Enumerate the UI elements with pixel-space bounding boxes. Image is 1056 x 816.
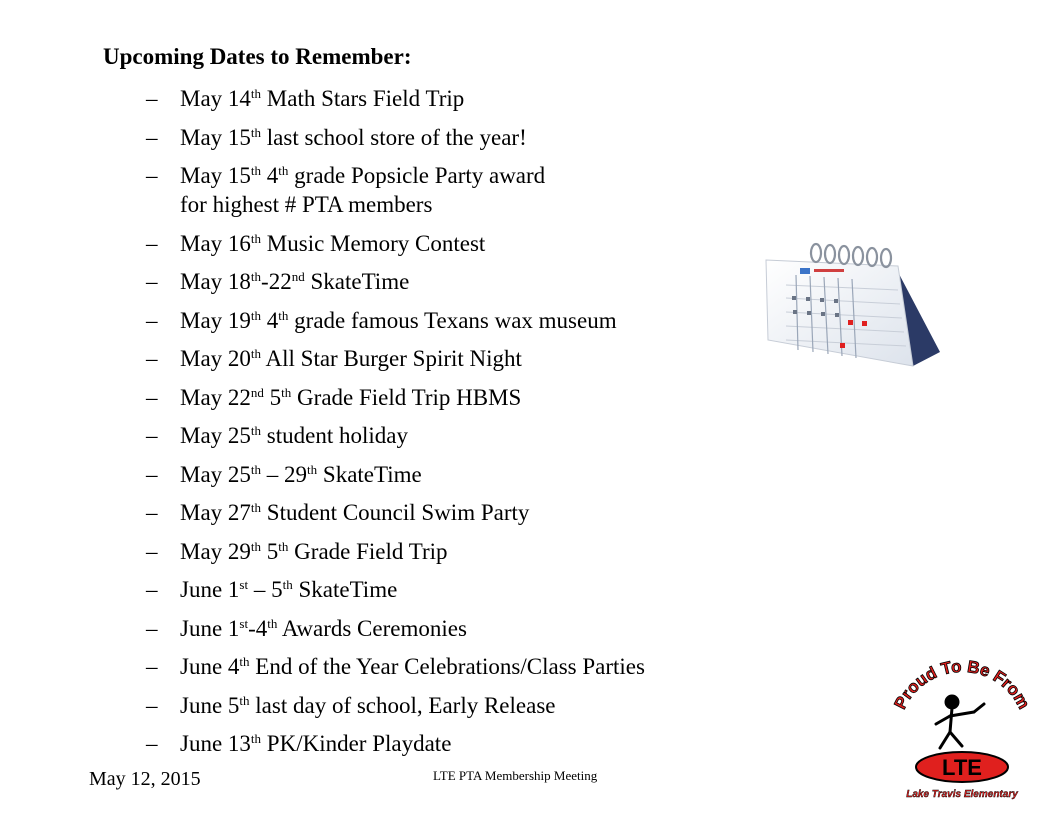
date-item-fragment: last day of school, Early Release	[249, 692, 556, 718]
ordinal-suffix: th	[250, 124, 262, 140]
date-item-fragment: 5	[263, 384, 282, 410]
ordinal-suffix: th	[282, 577, 293, 592]
date-item-fragment: May 18	[180, 269, 251, 294]
date-list-item	[146, 421, 786, 450]
ordinal-suffix: th	[278, 163, 289, 178]
date-item-fragment: -4	[248, 615, 268, 641]
ordinal-suffix: st	[239, 577, 249, 592]
slide-heading: Upcoming Dates to Remember:	[103, 44, 412, 69]
date-list-item	[146, 161, 786, 219]
ordinal-suffix: th	[250, 731, 262, 746]
date-list-item	[146, 229, 786, 258]
date-item-fragment: SkateTime	[317, 461, 422, 487]
list-dash: –	[146, 346, 158, 371]
date-item-fragment: Math Stars Field Trip	[261, 86, 465, 111]
logo-bottom-text: Lake Travis Elementary	[906, 789, 1018, 800]
date-item-fragment: May 25	[180, 461, 251, 487]
ordinal-suffix: th	[239, 654, 250, 669]
date-list-item	[146, 691, 786, 720]
list-dash: –	[146, 384, 158, 410]
date-item-fragment: grade Popsicle Party award	[288, 163, 546, 188]
date-item-fragment: -22	[261, 269, 292, 294]
ordinal-suffix: th	[250, 86, 262, 101]
date-item-fragment: Awards Ceremonies	[277, 615, 467, 641]
ordinal-suffix: th	[278, 538, 289, 554]
date-list-item	[146, 614, 786, 643]
ordinal-suffix: th	[250, 269, 262, 284]
svg-text:Proud To Be From	[891, 660, 1034, 712]
date-item-fragment: June 1	[180, 577, 240, 602]
ordinal-suffix: th	[307, 461, 318, 477]
date-item-text	[180, 729, 786, 758]
date-item-text	[180, 537, 786, 566]
date-item-fragment: May 25	[180, 423, 251, 448]
date-item-fragment: May 19	[180, 307, 251, 333]
ordinal-suffix: th	[250, 538, 262, 554]
list-dash: –	[146, 461, 158, 487]
date-item-fragment: May 22	[180, 384, 251, 410]
date-list-item	[146, 729, 786, 758]
footer-title: LTE PTA Membership Meeting	[433, 768, 598, 783]
date-item-fragment: May 15	[180, 163, 251, 188]
list-dash: –	[146, 731, 158, 756]
date-item-text	[180, 161, 786, 219]
date-item-fragment: 4	[261, 307, 279, 333]
date-list-item	[146, 383, 786, 412]
ordinal-suffix: th	[250, 307, 262, 323]
date-item-fragment: May 16	[180, 230, 251, 256]
ordinal-suffix: th	[250, 346, 262, 361]
ordinal-suffix: th	[267, 615, 278, 631]
date-item-text	[180, 344, 786, 373]
list-dash: –	[146, 654, 158, 679]
date-item-text	[180, 84, 786, 113]
school-logo	[882, 660, 1042, 810]
date-item-fragment: End of the Year Celebrations/Class Parties	[249, 654, 645, 679]
date-list-item	[146, 652, 786, 681]
date-list-item	[146, 537, 786, 566]
ordinal-suffix: st	[239, 615, 249, 631]
ordinal-suffix: th	[250, 230, 262, 246]
ordinal-suffix: th	[250, 423, 262, 438]
ordinal-suffix: th	[239, 692, 250, 708]
date-item-fragment: 5	[261, 538, 279, 564]
date-item-text	[180, 691, 786, 720]
ordinal-suffix: th	[250, 500, 262, 515]
date-item-fragment: June 13	[180, 731, 251, 756]
ordinal-suffix: th	[250, 461, 262, 477]
date-item-fragment: June 1	[180, 615, 240, 641]
list-dash: –	[146, 307, 158, 333]
ordinal-suffix: th	[281, 384, 292, 400]
date-item-fragment: 4	[261, 163, 279, 188]
list-dash: –	[146, 615, 158, 641]
date-list-item	[146, 498, 786, 527]
ordinal-suffix: th	[250, 163, 262, 178]
date-item-text	[180, 575, 786, 604]
date-item-text	[180, 614, 786, 643]
calendar-icon	[758, 240, 948, 380]
date-item-fragment: PK/Kinder Playdate	[261, 731, 452, 756]
date-item-fragment: Grade Field Trip	[288, 538, 448, 564]
date-item-text	[180, 460, 786, 489]
date-item-text	[180, 383, 786, 412]
list-dash: –	[146, 500, 158, 525]
date-item-fragment: June 5	[180, 692, 240, 718]
date-item-fragment: Student Council Swim Party	[261, 500, 530, 525]
ordinal-suffix: nd	[291, 269, 305, 284]
date-item-text	[180, 306, 786, 335]
date-item-fragment: grade famous Texans wax museum	[288, 307, 617, 333]
date-list-item	[146, 84, 786, 113]
date-item-text	[180, 229, 786, 258]
ordinal-suffix: nd	[250, 384, 264, 400]
date-item-fragment: – 5	[248, 577, 283, 602]
date-item-fragment: Music Memory Contest	[261, 230, 486, 256]
date-item-fragment: student holiday	[261, 423, 408, 448]
list-dash: –	[146, 577, 158, 602]
date-item-fragment: May 27	[180, 500, 251, 525]
date-list-item	[146, 306, 786, 335]
date-item-fragment: SkateTime	[304, 269, 410, 294]
date-list-item	[146, 123, 786, 152]
date-item-text	[180, 421, 786, 450]
date-item-fragment: All Star Burger Spirit Night	[261, 346, 522, 371]
date-item-text	[180, 123, 786, 152]
date-item-text	[180, 652, 786, 681]
date-item-text	[180, 498, 786, 527]
date-list-item	[146, 575, 786, 604]
date-item-fragment: Grade Field Trip HBMS	[291, 384, 522, 410]
date-item-fragment: May 14	[180, 86, 251, 111]
date-list-item	[146, 344, 786, 373]
list-dash: –	[146, 692, 158, 718]
date-item-fragment: May 15	[180, 124, 251, 150]
footer-date: May 12, 2015	[89, 768, 201, 790]
list-dash: –	[146, 423, 158, 448]
date-list-item	[146, 460, 786, 489]
date-item-fragment: June 4	[180, 654, 240, 679]
date-item-fragment: May 29	[180, 538, 251, 564]
logo-top-text: Proud To Be From	[890, 660, 1034, 713]
list-dash: –	[146, 230, 158, 256]
logo-badge-text: LTE	[942, 755, 982, 780]
date-item-fragment: May 20	[180, 346, 251, 371]
ordinal-suffix: th	[278, 307, 289, 323]
list-dash: –	[146, 124, 158, 150]
list-dash: –	[146, 163, 158, 188]
date-item-fragment: – 29	[261, 461, 308, 487]
date-item-text	[180, 267, 786, 296]
list-dash: –	[146, 269, 158, 294]
date-item-fragment: SkateTime	[292, 577, 398, 602]
list-dash: –	[146, 86, 158, 111]
list-dash: –	[146, 538, 158, 564]
date-item-fragment: for highest # PTA members	[180, 192, 433, 217]
dates-list	[146, 84, 786, 768]
date-item-fragment: last school store of the year!	[261, 124, 527, 150]
date-list-item	[146, 267, 786, 296]
